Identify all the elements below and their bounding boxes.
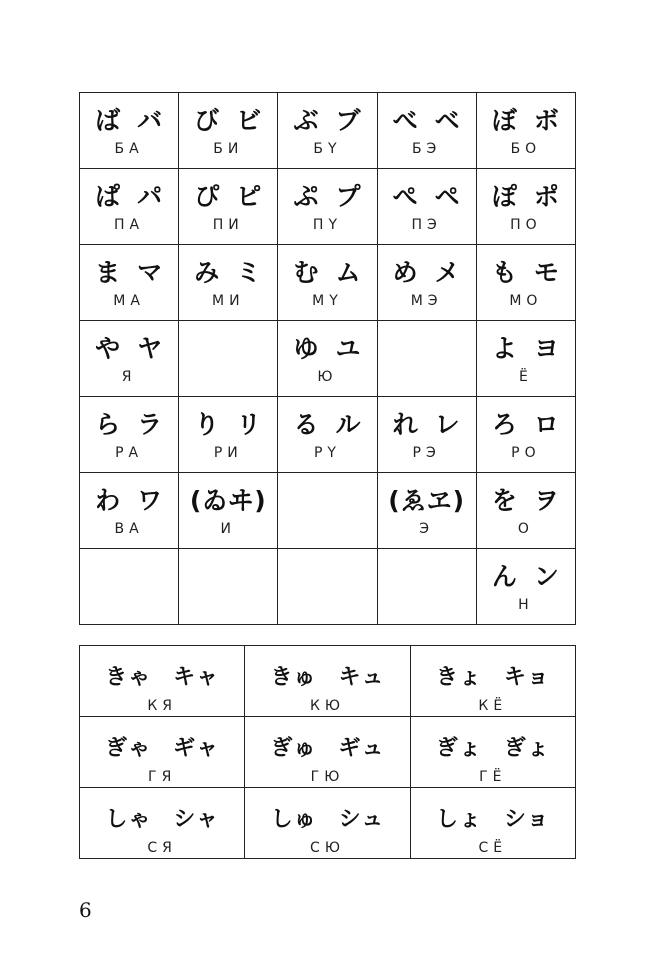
kana-cell: [179, 93, 278, 169]
cyrillic-reading: КЁ: [478, 698, 508, 714]
hiragana: しょ: [436, 807, 483, 832]
hiragana: び: [194, 106, 221, 135]
hiragana: る: [293, 410, 320, 439]
kana-cell: [476, 169, 575, 245]
empty-cell: [377, 549, 476, 625]
katakana: ル: [335, 410, 362, 439]
katakana: ピ: [236, 182, 263, 211]
cyrillic-reading: ПЭ: [411, 217, 442, 233]
kana-cell: [278, 397, 377, 473]
katakana: プ: [335, 182, 362, 211]
cyrillic-reading: ГЁ: [479, 769, 507, 785]
kana-pair: [378, 107, 476, 135]
katakana: ヲ: [533, 486, 560, 515]
obsolete-kana: (ゐヰ): [189, 486, 267, 515]
katakana: キュ: [338, 665, 385, 690]
katakana: ペ: [434, 182, 461, 211]
kana-pair: [278, 335, 376, 363]
katakana: ベ: [434, 106, 461, 135]
combo-row: [80, 717, 576, 788]
hiragana: きゃ: [105, 665, 152, 690]
hiragana: ぶ: [293, 106, 320, 135]
hiragana: ぎゃ: [105, 736, 152, 761]
hiragana: きょ: [435, 665, 482, 690]
kana-row: [80, 93, 576, 169]
kana-cell: [245, 646, 410, 717]
katakana: ヤ: [137, 334, 164, 363]
hiragana: べ: [392, 106, 419, 135]
kana-pair: [80, 107, 178, 135]
cyrillic-reading: ПО: [510, 217, 542, 233]
kana-cell: [80, 245, 179, 321]
kana-pair: [411, 806, 575, 834]
kana-cell: [410, 646, 575, 717]
cyrillic-reading: Ю: [317, 369, 338, 385]
katakana: シャ: [173, 807, 219, 832]
cyrillic-reading: РҮ: [313, 445, 341, 461]
page-number: 6: [79, 898, 92, 922]
kana-row: [80, 169, 576, 245]
kana-pair: [80, 411, 178, 439]
kana-cell: [80, 169, 179, 245]
katakana: ポ: [533, 182, 560, 211]
kana-row: [80, 321, 576, 397]
hiragana: め: [392, 258, 419, 287]
hiragana: きゅ: [270, 665, 317, 690]
cyrillic-reading: Э: [419, 521, 435, 537]
kana-pair: [245, 664, 409, 692]
kana-cell: [245, 788, 410, 859]
kana-pair: [179, 411, 277, 439]
katakana: マ: [137, 258, 164, 287]
hiragana: も: [491, 258, 518, 287]
kana-cell: [80, 646, 245, 717]
cyrillic-reading: МО: [509, 293, 543, 309]
kana-cell: [476, 473, 575, 549]
kana-pair: [477, 183, 575, 211]
katakana: ショ: [504, 807, 550, 832]
kana-table: [79, 92, 576, 625]
kana-cell: [278, 321, 377, 397]
hiragana: ぱ: [95, 182, 122, 211]
empty-cell: [278, 549, 377, 625]
kana-pair: [80, 259, 178, 287]
katakana: バ: [137, 106, 164, 135]
cyrillic-reading: И: [220, 521, 237, 537]
kana-cell: [410, 717, 575, 788]
katakana: ブ: [335, 106, 362, 135]
kana-pair: [477, 563, 575, 591]
kana-pair: [80, 735, 244, 763]
obsolete-kana: (ゑヱ): [388, 486, 466, 515]
katakana: ミ: [236, 258, 263, 287]
katakana: ン: [533, 562, 560, 591]
empty-cell: [278, 473, 377, 549]
katakana: ヨ: [533, 334, 560, 363]
kana-cell: [80, 397, 179, 473]
katakana: ラ: [137, 410, 164, 439]
kana-cell: [80, 717, 245, 788]
kana-cell: [476, 397, 575, 473]
katakana: ロ: [533, 410, 560, 439]
cyrillic-reading: БО: [510, 141, 542, 157]
kana-cell: [245, 717, 410, 788]
hiragana: わ: [95, 486, 122, 515]
kana-cell: [410, 788, 575, 859]
cyrillic-reading: БҮ: [313, 141, 342, 157]
katakana: キョ: [503, 665, 550, 690]
kana-pair: [80, 183, 178, 211]
cyrillic-reading: БА: [114, 141, 144, 157]
cyrillic-reading: БИ: [213, 141, 244, 157]
hiragana: み: [194, 258, 221, 287]
cyrillic-reading: МИ: [212, 293, 245, 309]
katakana: ぎょ: [503, 736, 550, 761]
katakana: ギュ: [338, 736, 385, 761]
empty-cell: [179, 321, 278, 397]
cyrillic-reading: Ё: [518, 369, 533, 385]
empty-cell: [377, 321, 476, 397]
hiragana: む: [293, 258, 320, 287]
kana-cell: [179, 473, 278, 549]
cyrillic-reading: ПИ: [212, 217, 244, 233]
kana-pair: [378, 411, 476, 439]
kana-cell: [80, 321, 179, 397]
kana-row: [80, 245, 576, 321]
hiragana: ぎゅ: [270, 736, 317, 761]
kana-row: [80, 549, 576, 625]
combo-row: [80, 646, 576, 717]
kana-pair: [411, 735, 575, 763]
cyrillic-reading: ГЮ: [310, 769, 345, 785]
hiragana: ぼ: [491, 106, 518, 135]
kana-cell: [476, 549, 575, 625]
kana-cell: [80, 473, 179, 549]
kana-pair: [245, 735, 409, 763]
kana-row: [80, 397, 576, 473]
kana-cell: [377, 245, 476, 321]
cyrillic-reading: МЭ: [410, 293, 443, 309]
katakana: パ: [137, 182, 164, 211]
katakana: リ: [236, 410, 263, 439]
hiragana: よ: [491, 334, 518, 363]
kana-cell: [179, 169, 278, 245]
kana-cell: [278, 93, 377, 169]
kana-cell: [377, 397, 476, 473]
hiragana: しゅ: [270, 807, 317, 832]
katakana: レ: [434, 410, 461, 439]
kana-cell: [80, 788, 245, 859]
cyrillic-reading: ВА: [114, 521, 144, 537]
katakana: ギャ: [173, 736, 220, 761]
cyrillic-reading: РЭ: [412, 445, 441, 461]
hiragana: ぺ: [392, 182, 419, 211]
kana-pair: [477, 487, 575, 515]
kana-pair: [477, 259, 575, 287]
cyrillic-reading: Я: [121, 369, 137, 385]
katakana: モ: [533, 258, 560, 287]
cyrillic-reading: О: [517, 521, 534, 537]
cyrillic-reading: Н: [518, 597, 534, 613]
katakana: ユ: [335, 334, 362, 363]
kana-pair: [245, 806, 409, 834]
hiragana: を: [491, 486, 518, 515]
empty-cell: [179, 549, 278, 625]
kana-pair: [411, 664, 575, 692]
kana-pair: [278, 183, 376, 211]
cyrillic-reading: КЮ: [309, 698, 346, 714]
katakana: ボ: [533, 106, 560, 135]
cyrillic-reading: МА: [113, 293, 145, 309]
kana-pair: [477, 335, 575, 363]
hiragana: り: [194, 410, 221, 439]
kana-pair: [278, 411, 376, 439]
hiragana: ら: [95, 410, 122, 439]
cyrillic-reading: СЯ: [147, 840, 177, 856]
cyrillic-reading: ПҮ: [312, 217, 343, 233]
empty-cell: [80, 549, 179, 625]
hiragana: しゃ: [105, 807, 152, 832]
kana-pair: [477, 411, 575, 439]
kana-cell: [179, 397, 278, 473]
kana-cell: [80, 93, 179, 169]
cyrillic-reading: СЁ: [478, 840, 508, 856]
cyrillic-reading: КЯ: [147, 698, 177, 714]
cyrillic-reading: РО: [511, 445, 541, 461]
kana-pair: [179, 183, 277, 211]
kana-cell: [476, 321, 575, 397]
cyrillic-reading: СЮ: [310, 840, 345, 856]
kana-pair: [278, 259, 376, 287]
hiragana: ん: [491, 562, 518, 591]
kana-pair: [378, 487, 476, 515]
kana-pair: [179, 107, 277, 135]
kana-pair: [80, 664, 244, 692]
cyrillic-reading: РА: [115, 445, 144, 461]
katakana: ワ: [137, 486, 164, 515]
kana-pair: [378, 259, 476, 287]
kana-cell: [179, 245, 278, 321]
kana-cell: [377, 473, 476, 549]
hiragana: ば: [95, 106, 122, 135]
kana-cell: [377, 169, 476, 245]
katakana: メ: [434, 258, 461, 287]
hiragana: ま: [95, 258, 122, 287]
hiragana: れ: [392, 410, 419, 439]
combo-table: [79, 645, 576, 859]
kana-pair: [278, 107, 376, 135]
kana-pair: [477, 107, 575, 135]
hiragana: ぴ: [194, 182, 221, 211]
kana-cell: [278, 245, 377, 321]
katakana: ム: [335, 258, 362, 287]
kana-pair: [179, 487, 277, 515]
kana-pair: [80, 487, 178, 515]
hiragana: ゆ: [293, 334, 320, 363]
katakana: キャ: [173, 665, 220, 690]
combo-row: [80, 788, 576, 859]
kana-cell: [377, 93, 476, 169]
hiragana: ぎょ: [435, 736, 482, 761]
kana-pair: [80, 335, 178, 363]
kana-row: [80, 473, 576, 549]
cyrillic-reading: РИ: [213, 445, 243, 461]
cyrillic-reading: МҮ: [312, 293, 343, 309]
kana-pair: [179, 259, 277, 287]
cyrillic-reading: ПА: [114, 217, 145, 233]
kana-cell: [278, 169, 377, 245]
cyrillic-reading: БЭ: [411, 141, 442, 157]
katakana: シュ: [338, 807, 385, 832]
kana-pair: [80, 806, 244, 834]
hiragana: ろ: [491, 410, 518, 439]
hiragana: ぽ: [491, 182, 518, 211]
hiragana: や: [95, 334, 122, 363]
hiragana: ぷ: [293, 182, 320, 211]
kana-cell: [476, 93, 575, 169]
cyrillic-reading: ГЯ: [148, 769, 177, 785]
kana-pair: [378, 183, 476, 211]
kana-cell: [476, 245, 575, 321]
katakana: ビ: [236, 106, 263, 135]
